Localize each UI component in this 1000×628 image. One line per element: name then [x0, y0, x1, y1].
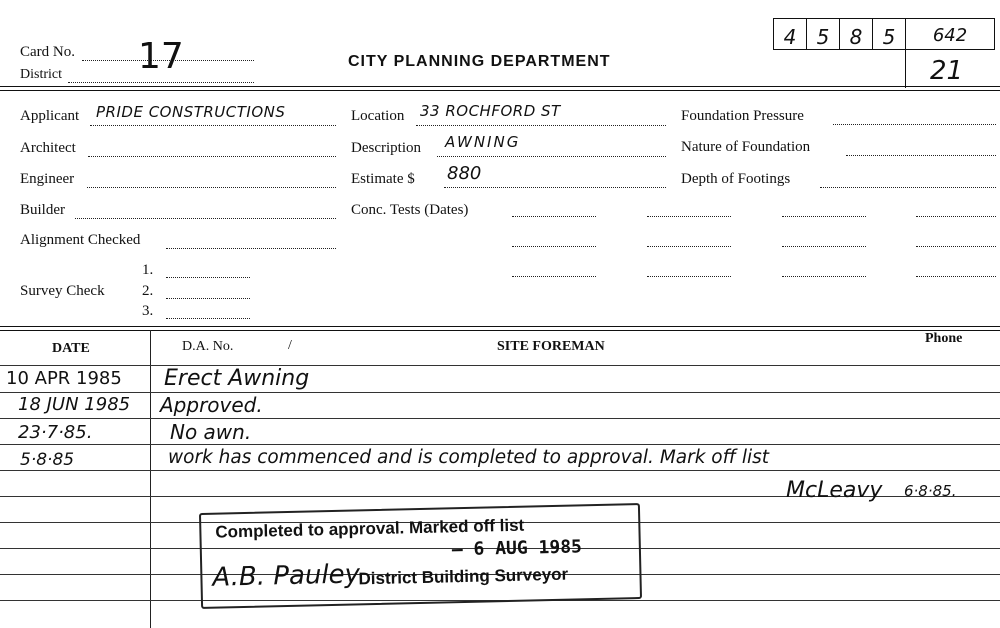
- foundation-pressure-line: [833, 124, 996, 125]
- survey-3-line: [166, 318, 250, 319]
- survey-2-line: [166, 298, 250, 299]
- location-label: Location: [351, 108, 405, 124]
- card-no-value: 17: [138, 36, 184, 77]
- district-line: [68, 82, 254, 83]
- foreman-signature: McLeavy: [786, 478, 883, 503]
- page-title: CITY PLANNING DEPARTMENT: [348, 53, 611, 70]
- conc-line-3b: [647, 276, 731, 277]
- date-column-divider: [150, 330, 151, 628]
- row-3-date: 23·7·85.: [18, 422, 93, 443]
- applicant-label: Applicant: [20, 108, 80, 124]
- row-1-text: Erect Awning: [164, 366, 310, 391]
- header-rule-1: [0, 86, 1000, 87]
- alignment-label: Alignment Checked: [20, 232, 141, 248]
- ref-box-5: 642: [905, 18, 995, 50]
- survey-check-label: Survey Check: [20, 283, 105, 299]
- description-line: [437, 156, 666, 157]
- row-3-text: No awn.: [170, 420, 252, 444]
- description-label: Description: [351, 140, 421, 156]
- ref-box-1: 4: [773, 18, 807, 50]
- row-2-date: 18 JUN 1985: [18, 394, 131, 415]
- conc-line-2d: [916, 246, 996, 247]
- site-foreman-header: SITE FOREMAN: [497, 339, 605, 354]
- table-rule-1: [0, 326, 1000, 327]
- da-slash: /: [288, 338, 292, 353]
- stamp-date: – 6 AUG 1985: [451, 536, 583, 561]
- survey-2-label: 2.: [142, 283, 154, 299]
- applicant-line: [90, 125, 336, 126]
- ref-sub-value: 21: [930, 56, 964, 86]
- survey-1-line: [166, 277, 250, 278]
- ref-box-3: 8: [839, 18, 873, 50]
- applicant-value: PRIDE CONSTRUCTIONS: [96, 103, 286, 121]
- builder-label: Builder: [20, 202, 65, 218]
- table-header-rule: [0, 365, 1000, 366]
- architect-label: Architect: [20, 140, 76, 156]
- row-1-date: 10 APR 1985: [6, 368, 122, 389]
- engineer-line: [87, 187, 336, 188]
- stamp-office: District Building Surveyor: [358, 564, 569, 589]
- conc-line-2c: [782, 246, 866, 247]
- row-4-date: 5·8·85: [20, 450, 75, 470]
- engineer-label: Engineer: [20, 171, 75, 187]
- estimate-line: [444, 187, 666, 188]
- survey-1-label: 1.: [142, 262, 154, 278]
- row-2-text: Approved.: [160, 393, 263, 417]
- conc-line-3c: [782, 276, 866, 277]
- conc-line-1b: [647, 216, 731, 217]
- conc-tests-label: Conc. Tests (Dates): [351, 202, 469, 218]
- foreman-signature-date: 6·8·85.: [904, 482, 957, 500]
- da-no-header: D.A. No.: [182, 339, 234, 354]
- row-line-4: [0, 470, 1000, 471]
- estimate-label: Estimate $: [351, 171, 415, 187]
- alignment-line: [166, 248, 336, 249]
- row-line-2: [0, 418, 1000, 419]
- conc-line-2b: [647, 246, 731, 247]
- conc-line-1c: [782, 216, 866, 217]
- foundation-pressure-label: Foundation Pressure: [681, 108, 804, 124]
- card-no-label: Card No.: [20, 44, 75, 60]
- ref-box-2: 5: [806, 18, 840, 50]
- nature-foundation-line: [846, 155, 996, 156]
- survey-3-label: 3.: [142, 303, 154, 319]
- row-line-1: [0, 392, 1000, 393]
- estimate-value: 880: [447, 163, 482, 184]
- depth-footings-line: [820, 187, 996, 188]
- row-line-3: [0, 444, 1000, 445]
- conc-line-3d: [916, 276, 996, 277]
- conc-line-1d: [916, 216, 996, 217]
- conc-line-1a: [512, 216, 596, 217]
- ref-box-stem: [905, 50, 906, 88]
- builder-line: [75, 218, 336, 219]
- nature-foundation-label: Nature of Foundation: [681, 139, 811, 155]
- district-label: District: [20, 67, 62, 82]
- depth-footings-label: Depth of Footings: [681, 171, 791, 187]
- stamp-line-1: Completed to approval. Marked off list: [215, 515, 525, 542]
- conc-line-2a: [512, 246, 596, 247]
- location-value: 33 ROCHFORD ST: [420, 102, 561, 120]
- date-header: DATE: [52, 341, 90, 356]
- approval-stamp: [199, 503, 642, 609]
- row-4-text: work has commenced and is completed to approval. Mark off list: [168, 447, 770, 468]
- conc-line-3a: [512, 276, 596, 277]
- description-value: AWNING: [445, 133, 521, 151]
- phone-header: Phone: [925, 331, 963, 346]
- architect-line: [88, 156, 336, 157]
- location-line: [416, 125, 666, 126]
- stamp-signature: A.B. Pauley: [212, 559, 361, 593]
- header-rule-2: [0, 90, 1000, 91]
- ref-box-4: 5: [872, 18, 906, 50]
